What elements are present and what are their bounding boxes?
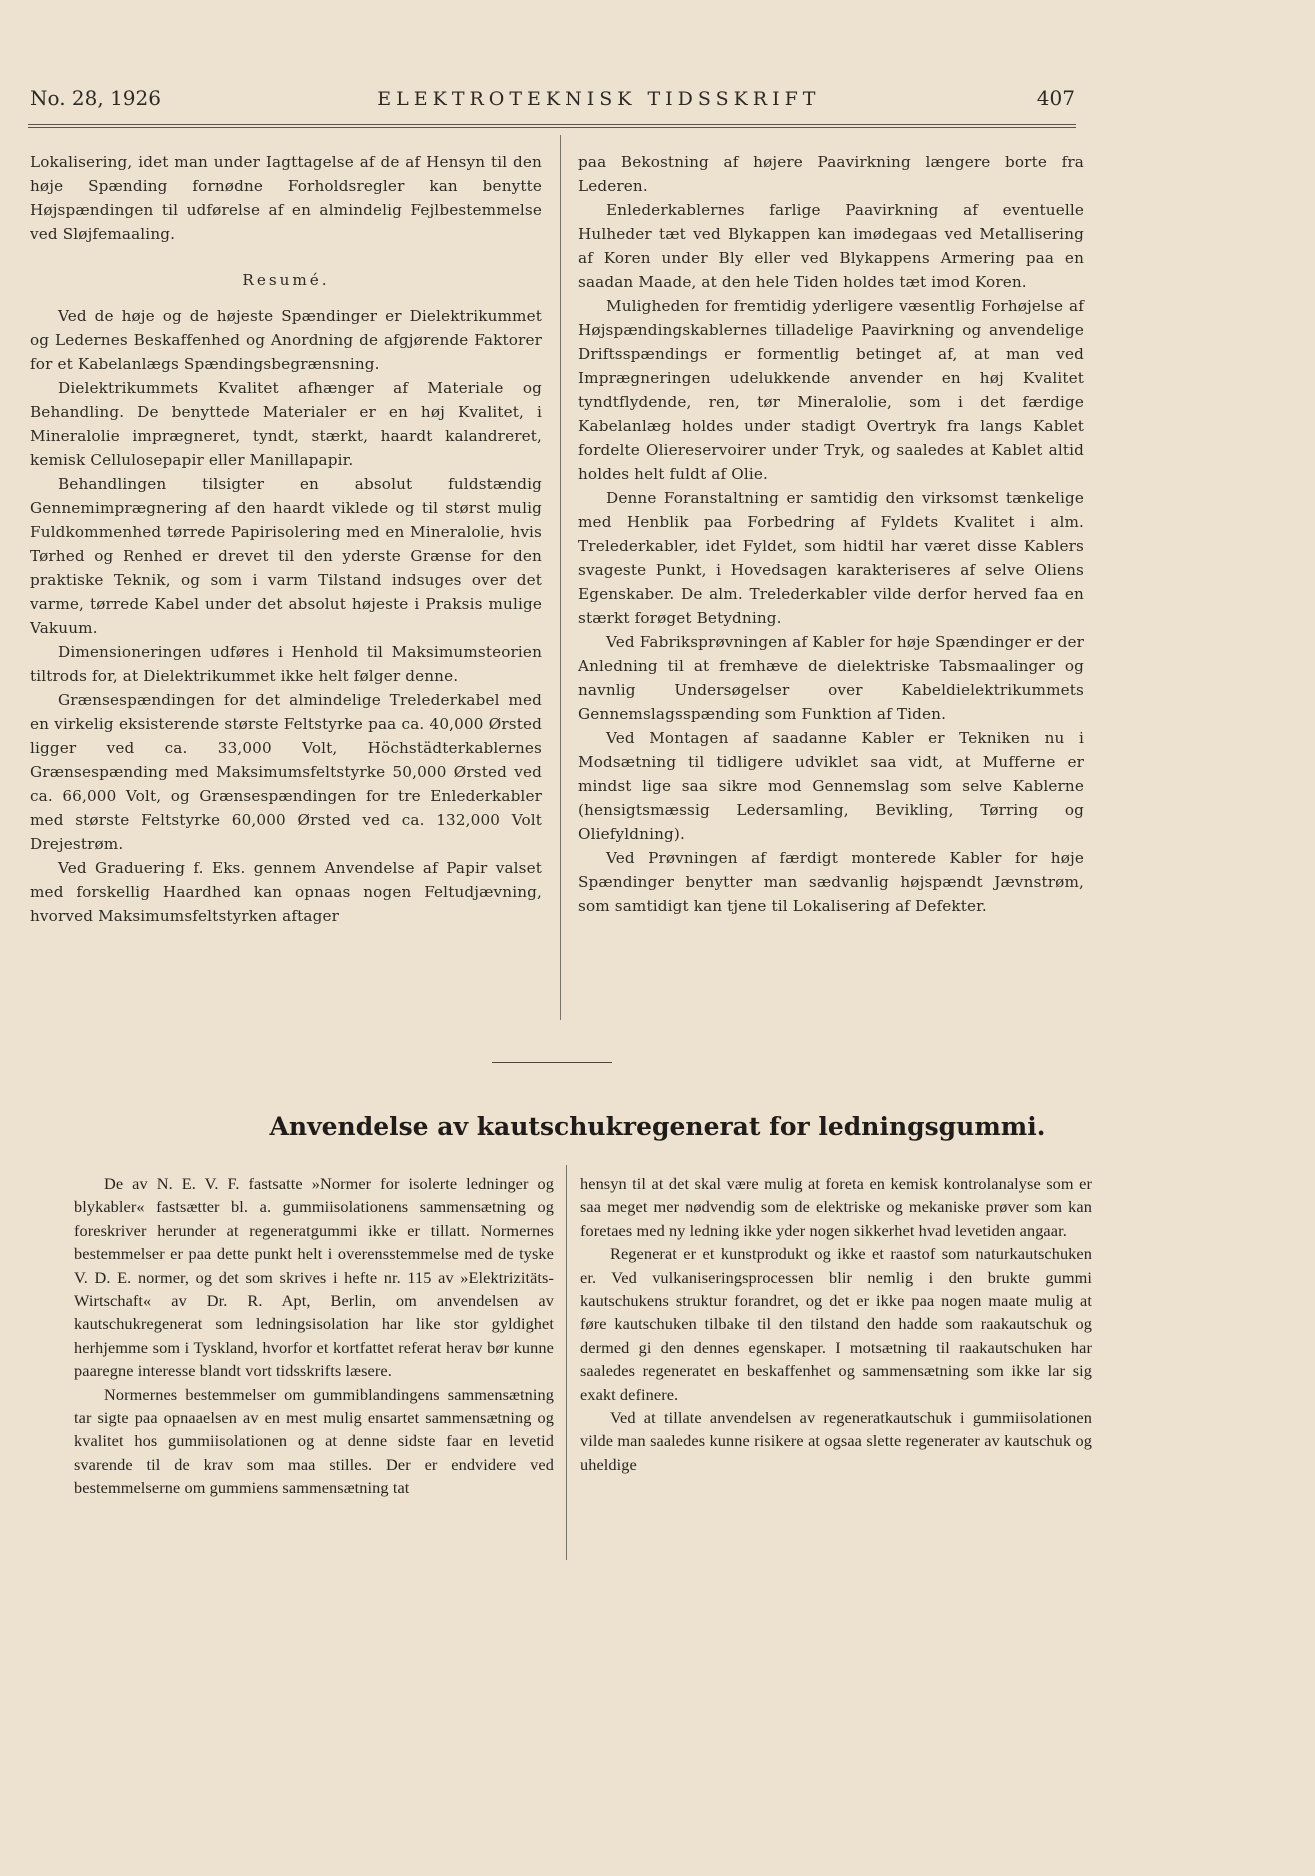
column-divider <box>560 135 561 1020</box>
paragraph: Ved Fabriksprøvningen af Kabler for høje Spændinger er der Anledning til at fremhæve de dielektriske Tabsmaalinger og navnlig Undersøgelser over Kabeldielektrikummets Gennemslagsspænding som Funktion af Tiden. <box>578 633 1084 723</box>
paragraph: Behandlingen tilsigter en absolut fuldstændig Gennemimprægnering af den haardt viklede og til størst mulig Fuldkommenhed tørrede Papirisolering med en Mineralolie, hvis Tørhed og Renhed er drevet til den yderste Grænse for den praktiske Teknik, og som i varm Tilstand indsuges over det varme, tørrede Kabel under det absolut højeste i Praksis mulige Vakuum. <box>30 475 542 637</box>
paragraph: Denne Foranstaltning er samtidig den virksomst tænkelige med Henblik paa Forbedring af Fyldets Kvalitet i alm. Trelederkabler, idet Fyldet, som hidtil har været disse Kablers svageste Punkt, i Hovedsagen karakteriseres af selve Oliens Egenskaber. De alm. Trelederkabler vilde derfor herved faa en stærkt forøget Betydning. <box>578 489 1084 627</box>
article-column-divider <box>566 1165 567 1560</box>
paragraph: Enlederkablernes farlige Paavirkning af eventuelle Hulheder tæt ved Blykappen kan imødegaas ved Metallisering af Koren under Bly eller ved Blykappens Armering paa en saadan Maade, at den hele Tiden holdes tæt imod Koren. <box>578 201 1084 291</box>
article-left-column <box>74 1172 554 1500</box>
paragraph: De av N. E. V. F. fastsatte »Normer for isolerte ledninger og blykabler« fastsætter bl. a. gummiisolationens sammensætning og foreskriver herunder at regeneratgummi ikke er tillatt. Normernes bestemmelser er paa dette punkt helt i overensstemmelse med de tyske V. D. E. normer, og det som skrives i hefte nr. 115 av »Elektrizitäts-Wirtschaft« av Dr. R. Apt, Berlin, om anvendelsen av kautschukregenerat som ledningsisolation har like stor gyldighet herhjemme som i Tyskland, hvorfor et kortfattet referat herav bør kunne paaregne interesse blandt vort tidsskrifts læsere. <box>74 1174 554 1381</box>
paragraph: Dimensioneringen udføres i Henhold til Maksimumsteorien tiltrods for, at Dielektrikummet ikke helt følger denne. <box>30 643 542 685</box>
paragraph: Muligheden for fremtidig yderligere væsentlig Forhøjelse af Højspændingskablernes tilladelige Paavirkning og anvendelige Driftsspændings er formentlig betinget af, at man ved Imprægneringen udelukkende anvender en høj Kvalitet tyndtflydende, ren, tør Mineralolie, som i det færdige Kabelanlæg holdes under stadigt Overtryk fra langs Kablet fordelte Oliereservoirer under Tryk, og saaledes at Kablet altid holdes helt fuldt af Olie. <box>578 297 1084 483</box>
top-left-column <box>30 150 542 928</box>
issue-number: No. 28, 1926 <box>30 86 161 110</box>
paragraph: Normernes bestemmelser om gummiblandingens sammensætning tar sigte paa opnaaelsen av en mest mulig ensartet sammensætning og kvalitet hos gummiisolationen og at denne sidste faar en levetid svarende til de krav som maa stilles. Der er endvidere ved bestemmelserne om gummiens sammensætning tat <box>74 1384 554 1498</box>
paragraph: Ved de høje og de højeste Spændinger er Dielektrikummet og Ledernes Beskaffenhed og Anordning de afgjørende Faktorer for et Kabelanlægs Spændingsbegrænsning. <box>30 307 542 373</box>
paragraph: Grænsespændingen for det almindelige Trelederkabel med en virkelig eksisterende største Feltstyrke paa ca. 40,000 Ørsted ligger ved ca. 33,000 Volt, Höchstädterkablernes Grænsespænding med Maksimumsfeltstyrke 50,000 Ørsted ved ca. 66,000 Volt, og Grænsespændingen for tre Enlederkabler med største Feltstyrke 60,000 Ørsted ved ca. 132,000 Volt Drejestrøm. <box>30 691 542 853</box>
section-separator <box>492 1062 612 1063</box>
paragraph: Dielektrikummets Kvalitet afhænger af Materiale og Behandling. De benyttede Materialer er en høj Kvalitet, i Mineralolie imprægneret, tyndt, stærkt, haardt kalandreret, kemisk Cellulosepapir eller Manillapapir. <box>30 379 542 469</box>
paragraph: Ved Graduering f. Eks. gennem Anvendelse af Papir valset med forskellig Haardhed kan opnaas nogen Feltudjævning, hvorved Maksimumsfeltstyrken aftager <box>30 859 542 925</box>
continued-paragraph: hensyn til at det skal være mulig at foreta en kemisk kontrolanalyse som er saa meget mer nødvendig som de elektriske og mekaniske prøver som kan foretaes med ny ledning ikke yder nogen sikkerhet hvad levetiden angaar. <box>580 1174 1092 1240</box>
paragraph: Ved Prøvningen af færdigt monterede Kabler for høje Spændinger benytter man sædvanlig højspændt Jævnstrøm, som samtidigt kan tjene til Lokalisering af Defekter. <box>578 849 1084 915</box>
header-rule-bottom <box>28 127 1076 128</box>
journal-title: ELEKTROTEKNISK TIDSSKRIFT <box>377 88 821 110</box>
page-header <box>30 86 1075 110</box>
page-number: 407 <box>1036 86 1075 110</box>
top-right-column <box>578 150 1084 918</box>
resume-heading: Resumé. <box>242 271 330 289</box>
paragraph: Ved at tillate anvendelsen av regeneratkautschuk i gummiisolationen vilde man saaledes kunne risikere at ogsaa slette regenerater av kautschuk og uheldige <box>580 1408 1092 1474</box>
continued-paragraph: Lokalisering, idet man under Iagttagelse af de af Hensyn til den høje Spænding fornødne Forholdsregler kan benytte Højspændingen til udførelse af en almindelig Fejlbestemmelse ved Sløjfemaaling. <box>30 153 542 243</box>
article-right-column <box>580 1172 1092 1476</box>
article-title: Anvendelse av kautschukregenerat for ledningsgummi. <box>269 1112 1046 1141</box>
paragraph: Ved Montagen af saadanne Kabler er Tekniken nu i Modsætning til tidligere udviklet saa vidt, at Mufferne er mindst lige saa sikre mod Gennemslag som selve Kablerne (hensigtsmæssig Ledersamling, Bevikling, Tørring og Oliefyldning). <box>578 729 1084 843</box>
paragraph: Regenerat er et kunstprodukt og ikke et raastof som naturkautschuken er. Ved vulkaniseringsprocessen blir nemlig i den brukte gummi kautschukens struktur forandret, og det er ikke paa nogen maate mulig at føre kautschuken tilbake til den tilstand den hadde som raakautschuk og dermed gi den dennes egenskaper. I motsætning til raakautschuken har saaledes regeneratet en beskaffenhet og sammensætning som ikke lar sig exakt definere. <box>580 1244 1092 1404</box>
header-rule-top <box>28 124 1076 125</box>
continued-paragraph: paa Bekostning af højere Paavirkning længere borte fra Lederen. <box>578 153 1084 195</box>
